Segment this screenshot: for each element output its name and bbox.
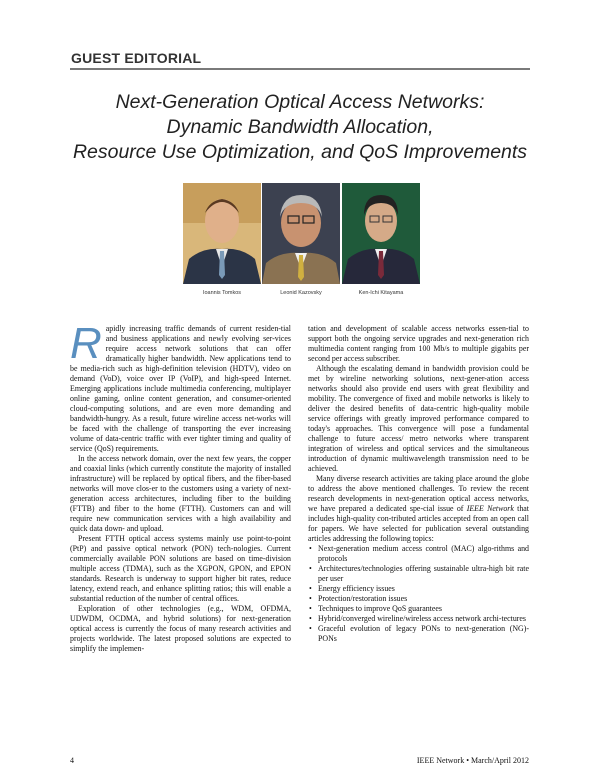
section-divider	[70, 68, 530, 70]
list-item: • Protection/restoration issues	[308, 594, 529, 604]
paragraph: In the access network domain, over the next few years, the copper and coaxial links (which currently constitute the majority of installed infrastructure) will be replaced by optical fibers, and the fiber-based networks will move clos-er to the customers using a variety of next-generation access architectures, including fiber to the building (FTTB) and fiber to the home (FTTH). Customers can and will require new communication services with a high availability and quick data down- and upload.	[70, 454, 291, 533]
paragraph-text: apidly increasing traffic demands of current residen-tial and business applications and newly evolving ser-vices require access network solutions that can offer dramatically higher bandwidth. New applications tend to be media-rich such as high-definition television (HDTV), video on demand (VoD), voice over IP (VoIP), and high-speed Internet. Emerging applications include multimedia conferencing, multiplayer online gaming, online content generation, and consumer-oriented cloud-computing solutions, and are even more demanding and bandwidth-hungry. As a result, future wireline access net-works will be faced with the challenge of transporting the ever increasing volume of data-centric traffic with ever tighter timing and quality of service (QoS) requirements.	[70, 324, 291, 453]
author-name-kitayama: Ken-Ichi Kitayama	[358, 290, 404, 296]
author-photo-kazovsky	[262, 183, 340, 284]
topic-list	[308, 544, 529, 644]
title-line-2: Dynamic Bandwidth Allocation,	[166, 116, 434, 138]
paragraph: tation and development of scalable access networks essen-tial to support both the ongoing service upgrades and next-generation rich multimedia content ranging from 100 Mb/s to multiple gigabits per second per access subscriber.	[308, 324, 529, 363]
list-item: • Energy efficiency issues	[308, 584, 529, 594]
drop-cap: R	[70, 319, 102, 368]
list-item: • Graceful evolution of legacy PONs to next-generation (NG)-PONs	[308, 624, 529, 644]
list-item: • Architectures/technologies offering sustainable ultra-high bit rate per user	[308, 564, 529, 584]
list-item: • Next-generation medium access control (MAC) algo-rithms and protocols	[308, 544, 529, 564]
right-column	[308, 324, 529, 644]
author-name-kazovsky: Leonid Kazovsky	[280, 290, 322, 296]
author-photo-kitayama	[342, 183, 420, 284]
author-name-tomkos: Ioannis Tomkos	[202, 290, 242, 296]
section-label: GUEST EDITORIAL	[71, 50, 202, 66]
list-item: • Techniques to improve QoS guarantees	[308, 604, 529, 614]
paragraph	[70, 319, 291, 454]
title-line-1: Next-Generation Optical Access Networks:	[115, 91, 485, 113]
paragraph-text: that includes high-quality con-tributed articles accepted from an open call for papers. We have selected for publication several outstanding articles addressing the following topics:	[308, 504, 529, 543]
journal-name: IEEE Network	[466, 504, 514, 513]
journal-footer: IEEE Network • March/April 2012	[416, 756, 529, 765]
paragraph: Present FTTH optical access systems mainly use point-to-point (PtP) and passive optical network (PON) tech-nologies. Current commercially available PON solutions are based on time-division multiple access (TDMA), such as the XGPON, GPON, and EPON standards. Research is underway to support higher bit rates, reduce latency, extend reach, and enhance splitting ratios; this will enable a substantial reduction of the number of central offices.	[70, 534, 291, 603]
paragraph: Although the escalating demand in bandwidth provision could be met by wireline networking solutions, next-gener-ation access networks should also provide end users with great flexibility and mobility. The convergence of fixed and mobile networks is likely to deliver the desired benefits of data-centric high-quality mobile service offerings with greatly improved performance compared to today's approaches. This convergence will pose a fundamental challenge to future access/ metro networks where transparent integration of wireless and optical services and the simultaneous introduction of dynamic multiwavelength transmission need to be achieved.	[308, 364, 529, 473]
paragraph-text: Many diverse research activities are taking place around the globe to address the above mentioned challenges. To review the recent research developments in next-generation optical access networks, we have prepared a dedicated spe-cial issue of	[308, 474, 529, 513]
paragraph	[308, 474, 529, 544]
paragraph: Exploration of other technologies (e.g., WDM, OFDMA, UDWDM, OCDMA, and hybrid solutions) for next-generation optical access is currently the focus of many research activities and projects worldwide. The latest proposed solutions are expected to simplify the implemen-	[70, 604, 291, 653]
page-number: 4	[70, 756, 74, 765]
title-line-3: Resource Use Optimization, and QoS Improvements	[72, 141, 528, 163]
list-item: • Hybrid/converged wireline/wireless access network archi-tectures	[308, 614, 529, 624]
author-photo-tomkos	[183, 183, 261, 284]
left-column	[70, 319, 291, 654]
article-title	[60, 90, 540, 165]
